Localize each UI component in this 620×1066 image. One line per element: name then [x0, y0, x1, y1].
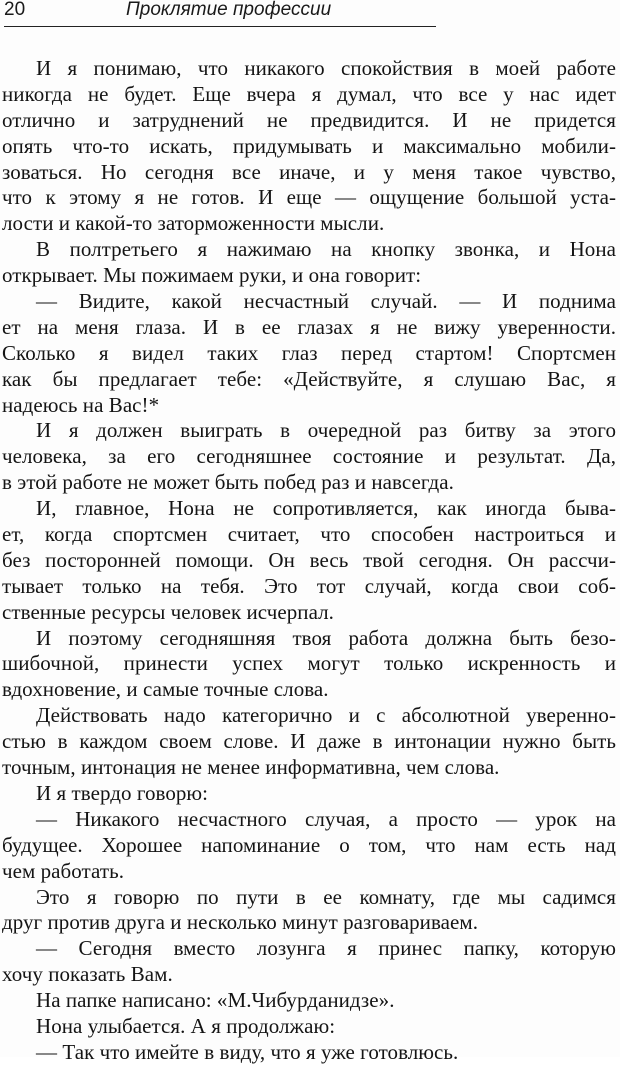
text-line: точным, интонация не менее информативна, чем слова. — [2, 755, 500, 780]
text-line: — Видите, какой несчастный случай. — И поднима — [36, 289, 616, 314]
text-line: надеюсь на Вас!* — [2, 392, 160, 417]
text-line: что к этому я не готов. И еще — ощущение большой уста- — [2, 185, 616, 210]
text-line: Сколько я видел таких глаз перед стартом! Спортсмен — [2, 340, 616, 365]
text-line: В полтретьего я нажимаю на кнопку звонка, и Нона — [36, 237, 616, 262]
text-line: в этой работе не может быть побед раз и навсегда. — [2, 470, 454, 495]
text-line: тывает только на тебя. Это тот случай, когда свои соб- — [2, 573, 616, 598]
text-line: вдохновение, и самые точные слова. — [2, 677, 329, 702]
text-line: без посторонней помощи. Он весь твой сегодня. Он рассчи- — [2, 547, 616, 572]
text-line: друг против друга и несколько минут разговариваем. — [2, 910, 479, 935]
text-line: И поэтому сегодняшняя твоя работа должна быть безо- — [36, 625, 616, 650]
text-line: Это я говорю по пути в ее комнату, где мы садимся — [36, 884, 616, 909]
text-line: хочу показать Вам. — [2, 962, 173, 987]
text-line: открывает. Мы пожимаем руки, и она говорит: — [2, 263, 422, 288]
text-line: будущее. Хорошее напоминание о том, что нам есть над — [2, 832, 616, 857]
text-line: И, главное, Нона не сопротивляется, как иногда быва- — [36, 496, 616, 521]
text-line: зоваться. Но сегодня все иначе, и у меня такое чувство, — [2, 159, 616, 184]
text-line: шибочной, принести успех могут только искренность и — [2, 651, 616, 676]
text-line: никогда не будет. Еще вчера я думал, что все у нас идет — [2, 81, 616, 106]
text-line: стью в каждом своем слове. И даже в интонации нужно быть — [2, 729, 616, 754]
body-text — [2, 56, 616, 1066]
text-line: ет на меня глаза. И в ее глазах я не вижу уверенности. — [2, 314, 616, 339]
text-line: как бы предлагает тебе: «Действуйте, я слушаю Вас, я — [2, 366, 616, 391]
text-line: Действовать надо категорично и с абсолютной уверенно- — [36, 703, 616, 728]
text-line: И я должен выиграть в очередной раз битву за этого — [36, 418, 616, 443]
text-line: опять что-то искать, придумывать и максимально мобили- — [2, 133, 616, 158]
text-line: — Сегодня вместо лозунга я принес папку, которую — [36, 936, 616, 961]
running-title: Проклятие профессии — [126, 0, 332, 20]
text-line: отлично и затруднений не предвидится. И не придется — [2, 107, 616, 132]
text-line: ет, когда спортсмен считает, что способен настроиться и — [2, 522, 616, 547]
text-line: ственные ресурсы человек исчерпал. — [2, 599, 334, 624]
text-line: И я понимаю, что никакого спокойствия в моей работе — [36, 56, 616, 80]
text-line: На папке написано: «М.Чибурданидзе». — [36, 988, 395, 1013]
text-line: лости и какой-то заторможенности мысли. — [2, 211, 385, 236]
text-line: чем работать. — [2, 858, 125, 883]
text-line: — Никакого несчастного случая, а просто — урок на — [36, 806, 616, 831]
text-line: — Так что имейте в виду, что я уже готовлюсь. — [36, 1039, 459, 1064]
text-line: И я твердо говорю: — [36, 780, 209, 805]
text-line: Нона улыбается. А я продолжаю: — [36, 1013, 336, 1038]
page-header — [4, 0, 436, 27]
page-number: 20 — [4, 0, 26, 20]
text-line: человека, за его сегодняшнее состояние и результат. Да, — [2, 444, 616, 469]
